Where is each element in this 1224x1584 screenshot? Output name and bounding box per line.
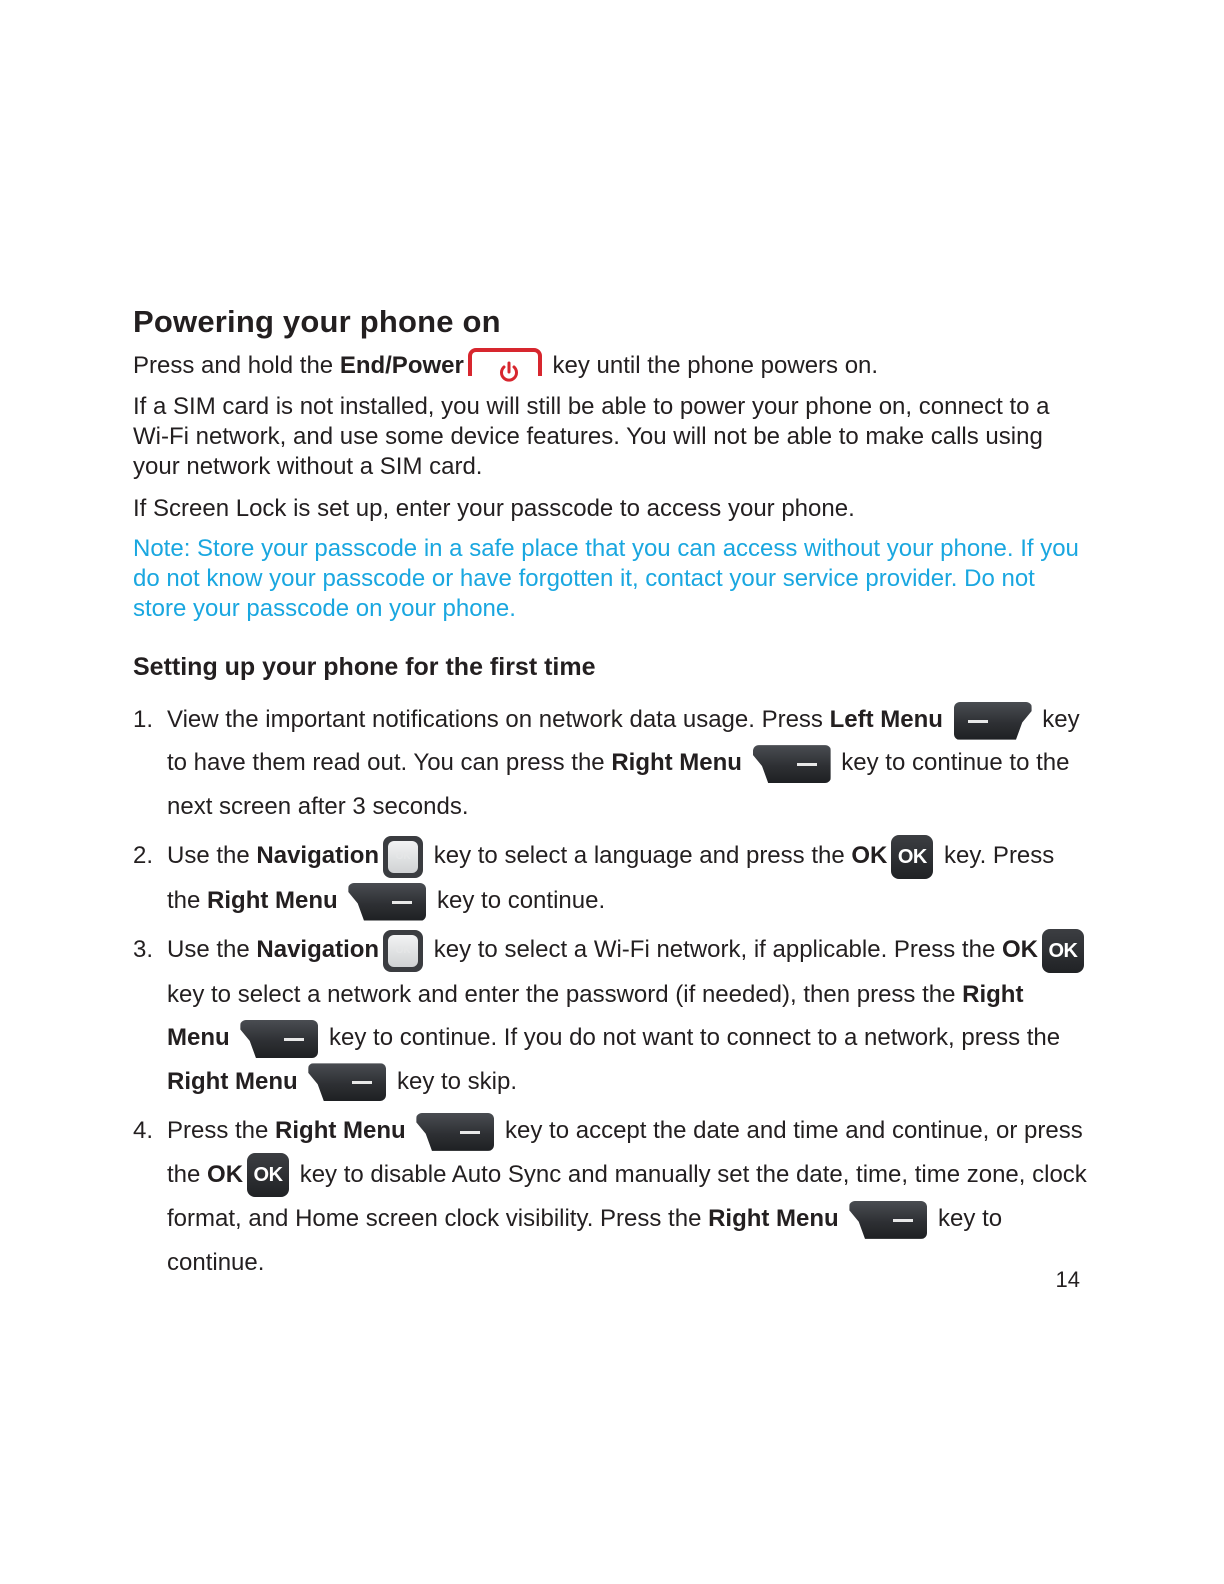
step-number: 4. xyxy=(133,1117,154,1145)
screen-lock-paragraph: If Screen Lock is set up, enter your passcode to access your phone. xyxy=(133,495,855,522)
setup-step-1: 1. View the important notifications on network data usage. Press Left Menu key to have them read out. You can press the Right Menu key to continue to the next screen after 3 seconds. xyxy=(133,698,1088,828)
setup-step-2: 2. Use the Navigation OK key to select a language and press the OK OK key. Press the Right Menu key to continue. xyxy=(133,834,1088,922)
right-menu-key-icon xyxy=(308,1063,386,1101)
end-power-label: End/Power xyxy=(339,352,464,379)
manual-page xyxy=(133,300,1088,1290)
step-number: 1. xyxy=(133,706,154,733)
ok-key-icon: OK xyxy=(891,835,933,879)
page-number: 14 xyxy=(1055,1267,1080,1292)
right-menu-key-icon xyxy=(416,1113,494,1151)
power-icon xyxy=(498,361,520,383)
setup-steps-list xyxy=(133,698,1088,1284)
ok-key-icon: OK xyxy=(1042,929,1084,973)
section-title-powering-on: Powering your phone on xyxy=(133,304,501,339)
step-number: 3. xyxy=(133,936,154,964)
ok-key-icon: OK xyxy=(247,1153,289,1197)
setup-step-3: 3. Use the Navigation OK key to select a Wi-Fi network, if applicable. Press the OK OK key to select a network and enter the password (if needed), then press the Right Menu key to continue. If you do not want to connect to a network, press the Right Menu key to skip. xyxy=(133,928,1088,1103)
power-instruction: Press and hold the End/Power key until the phone powers on. xyxy=(133,348,1088,384)
sim-card-paragraph: If a SIM card is not installed, you will still be able to power your phone on, connect to a Wi-Fi network, and use some device features. You will not be able to make calls using your network without a SIM card. xyxy=(133,393,1050,480)
right-menu-key-icon xyxy=(348,883,426,921)
setup-step-4: 4. Press the Right Menu key to accept the date and time and continue, or press the OK OK key to disable Auto Sync and manually set the date, time, time zone, clock format, and Home screen clock visibility. Press the Right Menu key to continue. xyxy=(133,1109,1088,1284)
right-menu-key-icon xyxy=(849,1201,927,1239)
passcode-note: Note: Store your passcode in a safe place that you can access without your phone. If you do not know your passcode or have forgotten it, contact your service provider. Do not store your passcode on your phone. xyxy=(133,535,1079,622)
right-menu-key-icon xyxy=(240,1020,318,1058)
navigation-key-icon: OK xyxy=(383,836,423,878)
left-menu-key-icon xyxy=(954,702,1032,740)
section-title-first-setup: Setting up your phone for the first time xyxy=(133,653,596,681)
right-menu-key-icon xyxy=(753,745,831,783)
navigation-key-icon: OK xyxy=(383,930,423,972)
step-number: 2. xyxy=(133,842,154,870)
end-power-key-icon xyxy=(468,348,542,376)
